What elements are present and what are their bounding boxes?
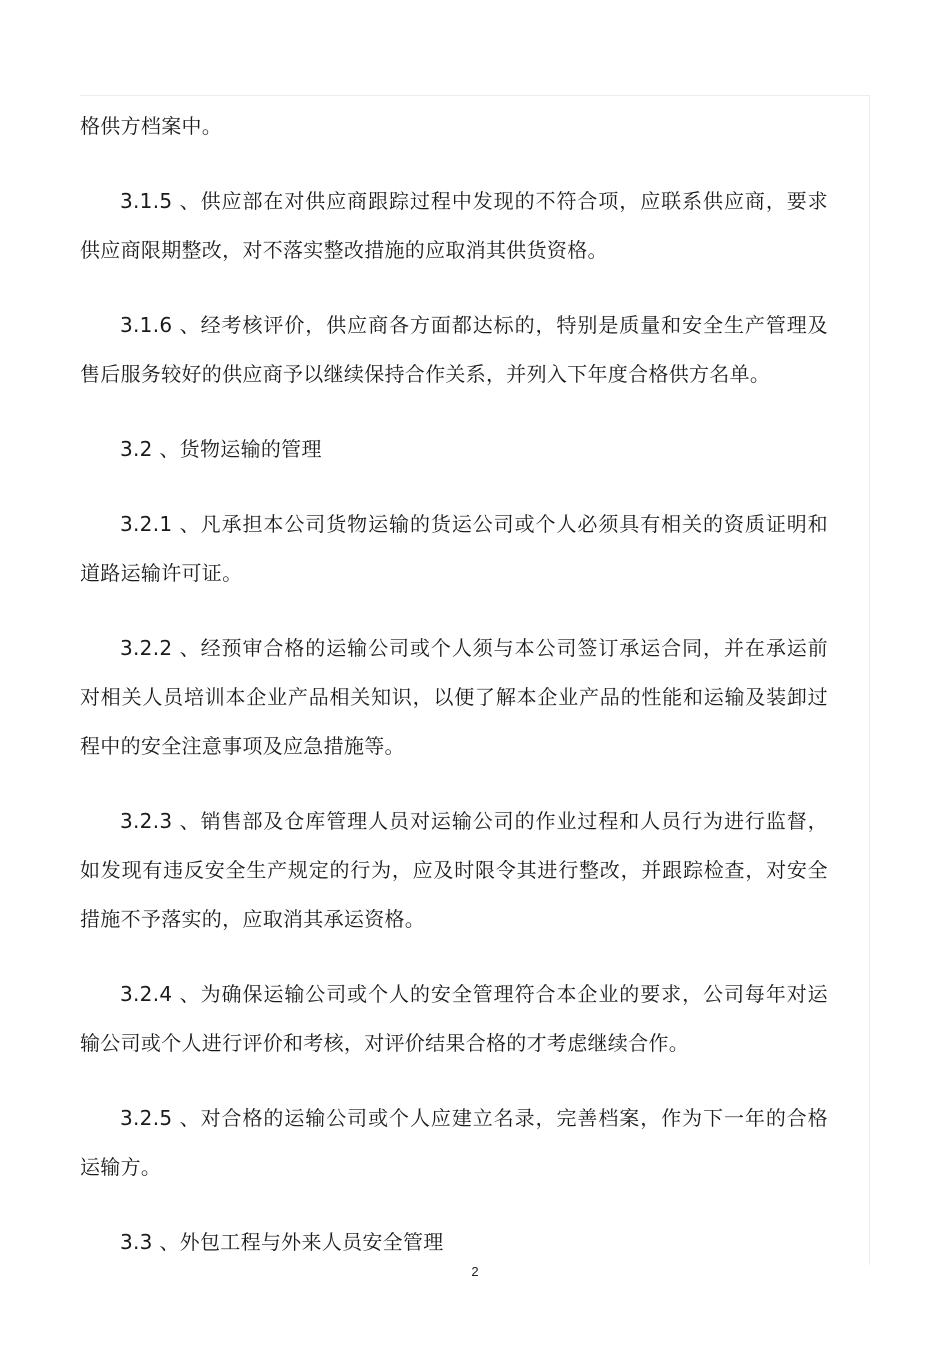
page-border-top <box>80 95 870 96</box>
page-border-right <box>869 95 870 1265</box>
paragraph-3-2-1: 3.2.1 、凡承担本公司货物运输的货运公司或个人必须具有相关的资质证明和道路运输许可证。 <box>80 512 828 585</box>
paragraph-3-1-6: 3.1.6 、经考核评价，供应商各方面都达标的，特别是质量和安全生产管理及售后服务较好的供应商予以继续保持合作关系，并列入下年度合格供方名单。 <box>80 313 828 386</box>
document-body <box>80 102 828 1267</box>
paragraph-3-1-5: 3.1.5 、供应部在对供应商跟踪过程中发现的不符合项，应联系供应商，要求供应商限期整改，对不落实整改措施的应取消其供货资格。 <box>80 189 828 262</box>
page-number: 2 <box>471 1264 479 1279</box>
paragraph-3-2-3: 3.2.3 、销售部及仓库管理人员对运输公司的作业过程和人员行为进行监督，如发现有违反安全生产规定的行为，应及时限令其进行整改，并跟踪检查，对安全措施不予落实的，应取消其承运资格。 <box>80 809 828 931</box>
section-heading-3-2: 3.2 、货物运输的管理 <box>120 437 322 461</box>
section-heading-3-3: 3.3 、外包工程与外来人员安全管理 <box>120 1230 444 1254</box>
paragraph-continuation: 格供方档案中。 <box>80 114 223 138</box>
paragraph-3-2-5: 3.2.5 、对合格的运输公司或个人应建立名录，完善档案，作为下一年的合格运输方。 <box>80 1106 828 1179</box>
paragraph-3-2-4: 3.2.4 、为确保运输公司或个人的安全管理符合本企业的要求，公司每年对运输公司或个人进行评价和考核，对评价结果合格的才考虑继续合作。 <box>80 982 828 1055</box>
paragraph-3-2-2: 3.2.2 、经预审合格的运输公司或个人须与本公司签订承运合同，并在承运前对相关人员培训本企业产品相关知识，以便了解本企业产品的性能和运输及装卸过程中的安全注意事项及应急措施等。 <box>80 636 828 758</box>
